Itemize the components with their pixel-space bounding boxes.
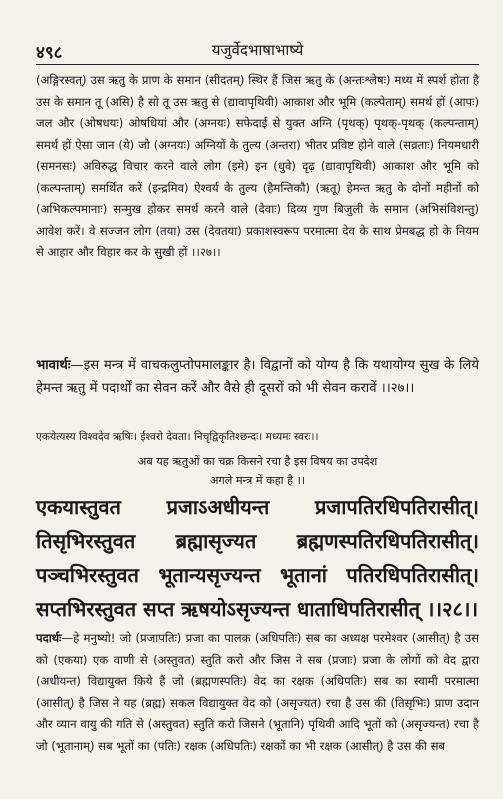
intro-block <box>36 452 479 490</box>
bhavarth-text: —इस मन्त्र में वाचकलुप्तोपमालङ्कार है। विद्वानों को योग्य है कि यथायोग्य सुख के लिये हेमन्त ऋतु में पदार्थों का सेवन करें और वैसे ही दूसरों को भी सेवन करावें ।।२७।। <box>36 358 479 396</box>
commentary-text: (अङ्गिरस्वत्) उस ऋतु के प्राण के समान (सीदतम्) स्थिर हैं जिस ऋतु के (अन्तःश्लेषः) मध्य में स्पर्श होता है उस के समान तू (असि) है सो तू उस ऋतु से (द्यावापृथिवी) आकाश और भूमि (कल्पेताम्) समर्थ हों (आपः) जल और (ओषधयः) ओषधियां और (अग्नयः) सफेदाई से युक्त अग्नि (पृथक्) पृथक्-पृथक् (कल्पन्ताम्) समर्थ हों ऐसा जान (ये) जो (अग्नयः) अग्नियों के तुल्य (अन्तरा) भीतर प्रविष्ट होने वाले (सव्रताः) नियमधारी (समनसः) अविरुद्ध विचार करने वाले लोग (इमे) इन (धुवे) दृढ़ (द्यावापृथिवी) आकाश और भूमि को (कल्पन्ताम्) समर्थित करें (इन्द्रमिव) ऐश्वर्य के तुल्य (हैमन्तिकौ) (ऋतू) हेमन्त ऋतु के दोनों महीनों को (अभिकल्पमानाः) सन्मुख होकर समर्थ करने वाले (देवाः) दिव्य गुण बिजुली के समान (अभिसंविशन्तु) आवेश करें। वे सज्जन लोग (तया) उस (देवतया) प्रकाशस्वरूप परमात्मा देव के साथ प्रेमबद्ध हो के नियम से आहार और विहार कर के सुखी हों ।।२७।। <box>36 73 479 259</box>
mantra-meta-text: एकयेत्यस्य विश्वदेव ऋषिः। ईश्वरो देवता। निचृद्विकृतिश्छन्दः। मध्यमः स्वरः।। <box>36 431 319 443</box>
running-title: यजुर्वेदभाषाभाष्ये <box>211 41 304 59</box>
mantra-text: एकयास्तुवत प्रजाऽअधीयन्त प्रजापतिरधिपतिरासीत्। तिसृभिरस्तुवत ब्रह्मासृज्यत ब्रह्मणस्पतिरधिपतिरासीत्। पञ्चभिरस्तुवत भूतान्यसृज्यन्त भूतानां पतिरधिपतिरासीत्। सप्तभिरस्तुवत सप्त ऋषयोऽसृज्यन्त धाताधिपतिरासीत् ।।२८।। <box>36 495 479 621</box>
intro-line: अब यह ऋतुओं का चक्र किसने रचा है इस विषय का उपदेश <box>137 455 378 468</box>
mantra-meta <box>36 428 479 446</box>
commentary-paragraph <box>36 70 479 264</box>
bhavarth-section <box>36 355 479 400</box>
mantra-block <box>36 490 479 626</box>
bhavarth-label: भावार्थः <box>36 358 71 373</box>
padarth-text: —हे मनुष्यो! जो (प्रजापतिः) प्रजा का पालक (अधिपतिः) सब का अध्यक्ष परमेश्वर (आसीत्) है उस को (एकया) एक वाणी से (अस्तुवत) स्तुति करो और जिस ने सब (प्रजाः) प्रजा के लोगों को वेद द्वारा (अधीयन्त) विद्यायुक्त किये हैं जो (ब्रह्मणस्पतिः) वेद का रक्षक (अधिपतिः) सब का स्वामी परमात्मा (आसीत्) है जिस ने यह (ब्रह्म) सकल विद्यायुक्त वेद को (असृज्यत) रचा है उस की (तिसृभिः) प्राण उदान और व्यान वायु की गति से (अस्तुवत) स्तुति करो जिसने (भूतानि) पृथिवी आदि भूतों को (असृज्यन्त) रचा है जो (भूतानाम्) सब भूतों का (पतिः) रक्षक (अधिपतिः) रक्षकों का भी रक्षक (आसीत्) है उस की सब <box>36 631 479 753</box>
page-header <box>36 36 479 65</box>
padarth-section <box>36 628 479 757</box>
intro-line: अगले मन्त्र में कहा है ।। <box>209 474 306 487</box>
page-number: ४९८ <box>36 43 63 63</box>
padarth-label: पदार्थः <box>36 631 62 645</box>
